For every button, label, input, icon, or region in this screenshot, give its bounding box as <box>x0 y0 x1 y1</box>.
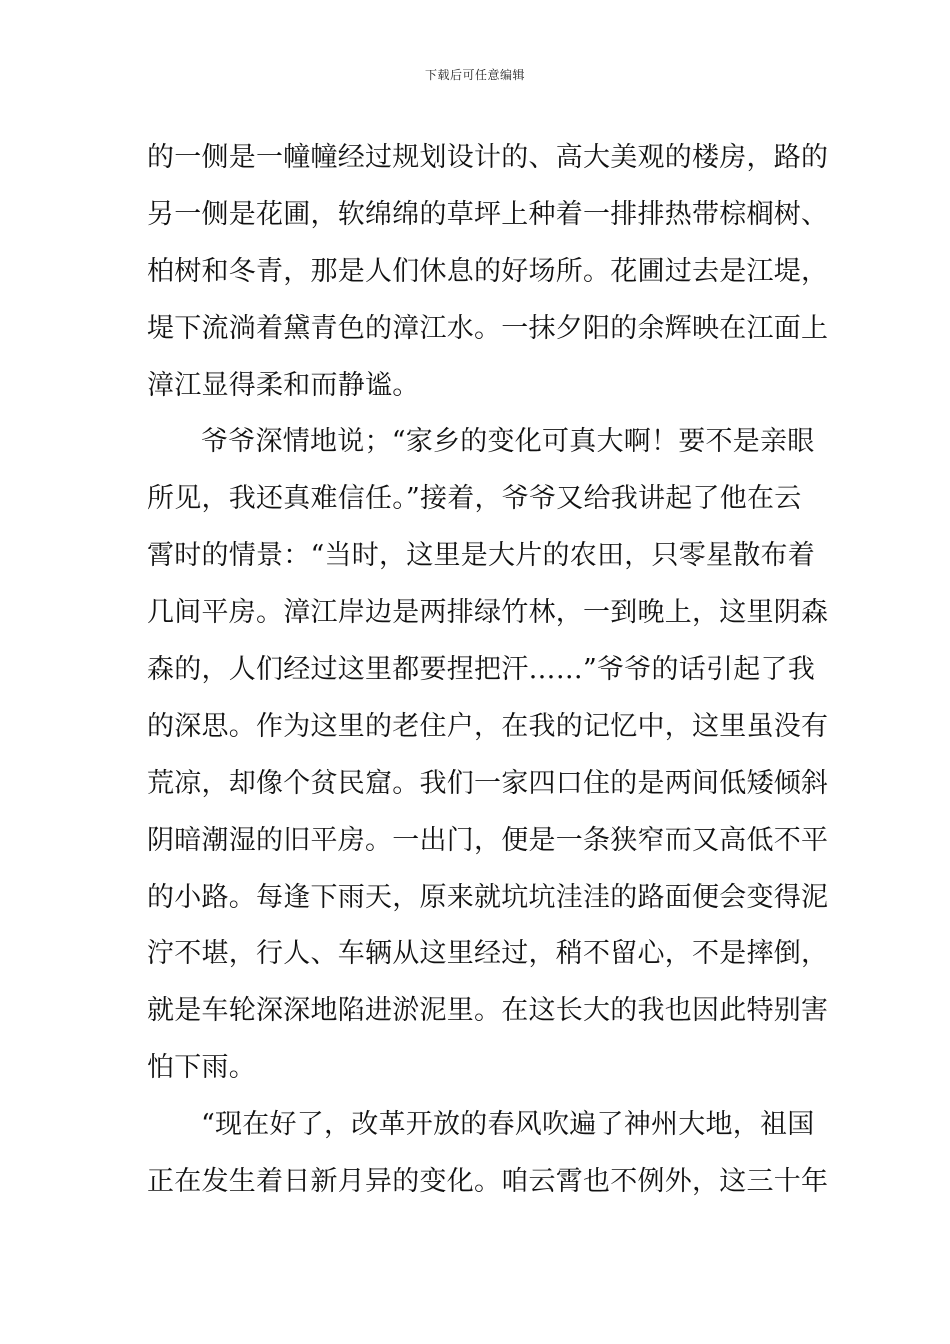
paragraph-1 <box>147 130 829 414</box>
paragraph-3 <box>147 1097 829 1211</box>
text-line: 的一侧是一幢幢经过规划设计的、高大美观的楼房，路的 <box>147 142 829 173</box>
paragraph-2 <box>147 414 829 1097</box>
text-line: 霄时的情景：“当时，这里是大片的农田，只零星散布着 <box>147 540 816 572</box>
page-header: 下载后可任意编辑 <box>424 68 525 82</box>
text-line: 怕下雨。 <box>147 1052 256 1084</box>
text-line: 爷爷深情地说；“家乡的变化可真大啊！要不是亲眼 <box>201 426 815 458</box>
text-line: 的小路。每逢下雨天，原来就坑坑洼洼的路面便会变得泥 <box>147 881 829 913</box>
text-line: 的深思。作为这里的老住户，在我的记忆中，这里虽没有 <box>147 710 829 742</box>
text-line: 森的，人们经过这里都要捏把汗……”爷爷的话引起了我 <box>147 654 816 686</box>
text-line: 所见，我还真难信任。”接着，爷爷又给我讲起了他在云 <box>147 483 802 515</box>
text-line: “现在好了，改革开放的春风吹遍了神州大地，祖国 <box>201 1109 815 1141</box>
text-line: 漳江显得柔和而静谧。 <box>147 369 420 401</box>
text-line: 另一侧是花圃，软绵绵的草坪上种着一排排热带棕榈树、 <box>147 198 829 230</box>
text-line: 荒凉，却像个贫民窟。我们一家四口住的是两间低矮倾斜 <box>147 767 829 799</box>
text-line: 柏树和冬青，那是人们休息的好场所。花圃过去是江堤， <box>147 255 829 287</box>
text-line: 就是车轮深深地陷进淤泥里。在这长大的我也因此特别害 <box>147 995 829 1027</box>
text-line: 阴暗潮湿的旧平房。一出门，便是一条狭窄而又高低不平 <box>147 824 829 856</box>
text-line: 堤下流淌着黛青色的漳江水。一抹夕阳的余辉映在江面上 <box>147 312 829 344</box>
text-line: 几间平房。漳江岸边是两排绿竹林，一到晚上，这里阴森 <box>147 597 829 629</box>
text-line: 正在发生着日新月异的变化。咱云霄也不例外，这三十年 <box>147 1166 829 1198</box>
document-body <box>147 130 829 1211</box>
text-line: 泞不堪，行人、车辆从这里经过，稍不留心，不是摔倒， <box>147 938 829 970</box>
